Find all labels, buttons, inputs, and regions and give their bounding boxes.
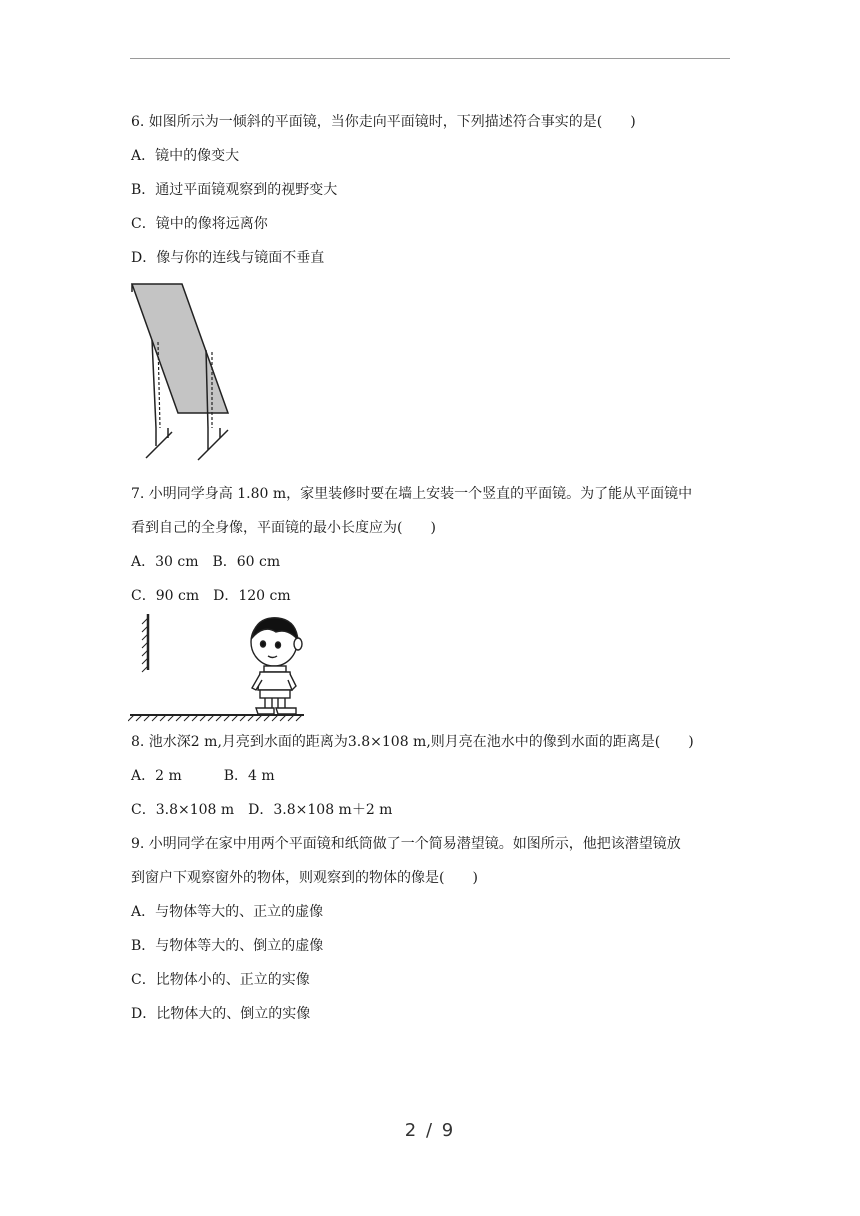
- q9-option-b: B．与物体等大的、倒立的虚像: [131, 938, 324, 954]
- q8-stem: 8. 池水深2 m,月亮到水面的距离为3.8×108 m,则月亮在池水中的像到水面的距离是( ): [131, 734, 694, 750]
- tilted-mirror-figure: [128, 280, 238, 470]
- q7-options-cd: C．90 cm D．120 cm: [131, 588, 291, 604]
- boy-mirror-figure: [128, 610, 308, 722]
- q7-options-ab: A．30 cm B．60 cm: [131, 554, 281, 570]
- header-rule: [130, 58, 730, 59]
- page-number: 2 / 9: [404, 1120, 456, 1141]
- q7-stem-line1: 7. 小明同学身高 1.80 m，家里装修时要在墙上安装一个竖直的平面镜。为了能从平面镜中: [131, 486, 693, 502]
- q9-stem-line1: 9. 小明同学在家中用两个平面镜和纸筒做了一个简易潜望镜。如图所示，他把该潜望镜放: [131, 836, 681, 852]
- q9-stem-line2: 到窗户下观察窗外的物体，则观察到的物体的像是( ): [131, 870, 478, 886]
- q9-option-d: D．比物体大的、倒立的实像: [131, 1006, 311, 1022]
- q6-option-a: A．镜中的像变大: [131, 148, 240, 164]
- q6-option-c: C．镜中的像将远离你: [131, 216, 268, 232]
- q6-option-b: B．通过平面镜观察到的视野变大: [131, 182, 338, 198]
- q6-stem: 6. 如图所示为一倾斜的平面镜，当你走向平面镜时，下列描述符合事实的是( ): [131, 114, 636, 130]
- q9-option-a: A．与物体等大的、正立的虚像: [131, 904, 324, 920]
- q8-options-ab: A．2 m B．4 m: [131, 768, 275, 784]
- q8-options-cd: C．3.8×108 m D．3.8×108 m＋2 m: [131, 802, 393, 818]
- q7-stem-line2: 看到自己的全身像，平面镜的最小长度应为( ): [131, 520, 436, 536]
- q6-option-d: D．像与你的连线与镜面不垂直: [131, 250, 325, 266]
- q9-option-c: C．比物体小的、正立的实像: [131, 972, 310, 988]
